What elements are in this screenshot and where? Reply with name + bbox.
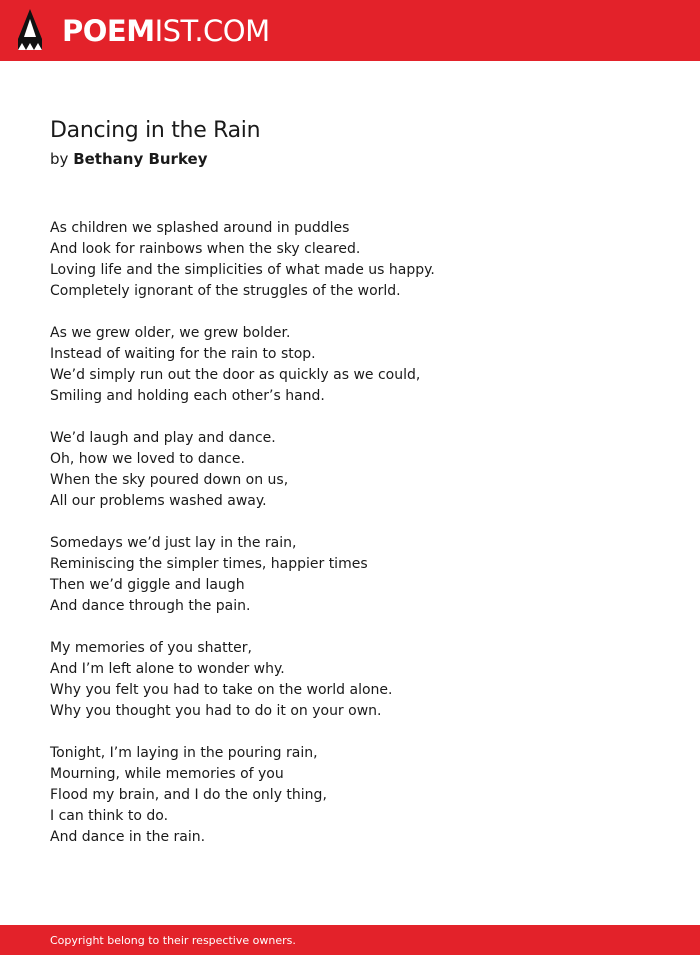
poem-line: Somedays we’d just lay in the rain, bbox=[50, 535, 297, 551]
pen-nib-icon[interactable] bbox=[16, 9, 44, 51]
stanza bbox=[50, 638, 650, 722]
poem-line: My memories of you shatter, bbox=[50, 640, 252, 656]
stanza bbox=[50, 218, 650, 302]
poem-line: And dance in the rain. bbox=[50, 829, 206, 845]
poem-line: Why you thought you had to do it on your own. bbox=[50, 703, 382, 719]
site-footer bbox=[0, 925, 700, 955]
poem-line: I can think to do. bbox=[50, 808, 169, 824]
poem-line: We’d laugh and play and dance. bbox=[50, 430, 276, 446]
poem-byline bbox=[50, 149, 207, 169]
poem-line: Instead of waiting for the rain to stop. bbox=[50, 346, 316, 362]
site-logo[interactable] bbox=[62, 14, 270, 48]
site-header bbox=[0, 0, 700, 61]
stanza bbox=[50, 533, 650, 617]
stanza bbox=[50, 743, 650, 848]
poem-line: Smiling and holding each other’s hand. bbox=[50, 388, 325, 404]
copyright-notice: Copyright belong to their respective owners. bbox=[50, 934, 296, 947]
poem-author: Bethany Burkey bbox=[73, 150, 208, 168]
poem-line: And look for rainbows when the sky cleared. bbox=[50, 241, 361, 257]
poem-body bbox=[50, 218, 650, 869]
poem-line: Loving life and the simplicities of what made us happy. bbox=[50, 262, 435, 278]
poem-line: Completely ignorant of the struggles of the world. bbox=[50, 283, 401, 299]
poem-line: Mourning, while memories of you bbox=[50, 766, 284, 782]
poem-line: And dance through the pain. bbox=[50, 598, 251, 614]
poem-line: All our problems washed away. bbox=[50, 493, 267, 509]
stanza bbox=[50, 323, 650, 407]
poem-line: And I’m left alone to wonder why. bbox=[50, 661, 285, 677]
poem-line: Tonight, I’m laying in the pouring rain, bbox=[50, 745, 318, 761]
poem-line: Why you felt you had to take on the world alone. bbox=[50, 682, 393, 698]
poem-line: Oh, how we loved to dance. bbox=[50, 451, 245, 467]
logo-text-light: IST.COM bbox=[154, 14, 270, 48]
poem-line: As children we splashed around in puddles bbox=[50, 220, 350, 236]
stanza bbox=[50, 428, 650, 512]
poem-line: When the sky poured down on us, bbox=[50, 472, 289, 488]
byline-prefix: by bbox=[50, 150, 69, 168]
poem-title: Dancing in the Rain bbox=[50, 118, 261, 143]
poem-line: We’d simply run out the door as quickly as we could, bbox=[50, 367, 421, 383]
poem-line: As we grew older, we grew bolder. bbox=[50, 325, 291, 341]
logo-text-bold: POEM bbox=[62, 14, 155, 48]
poem-line: Flood my brain, and I do the only thing, bbox=[50, 787, 327, 803]
poem-line: Then we’d giggle and laugh bbox=[50, 577, 245, 593]
poem-line: Reminiscing the simpler times, happier times bbox=[50, 556, 368, 572]
